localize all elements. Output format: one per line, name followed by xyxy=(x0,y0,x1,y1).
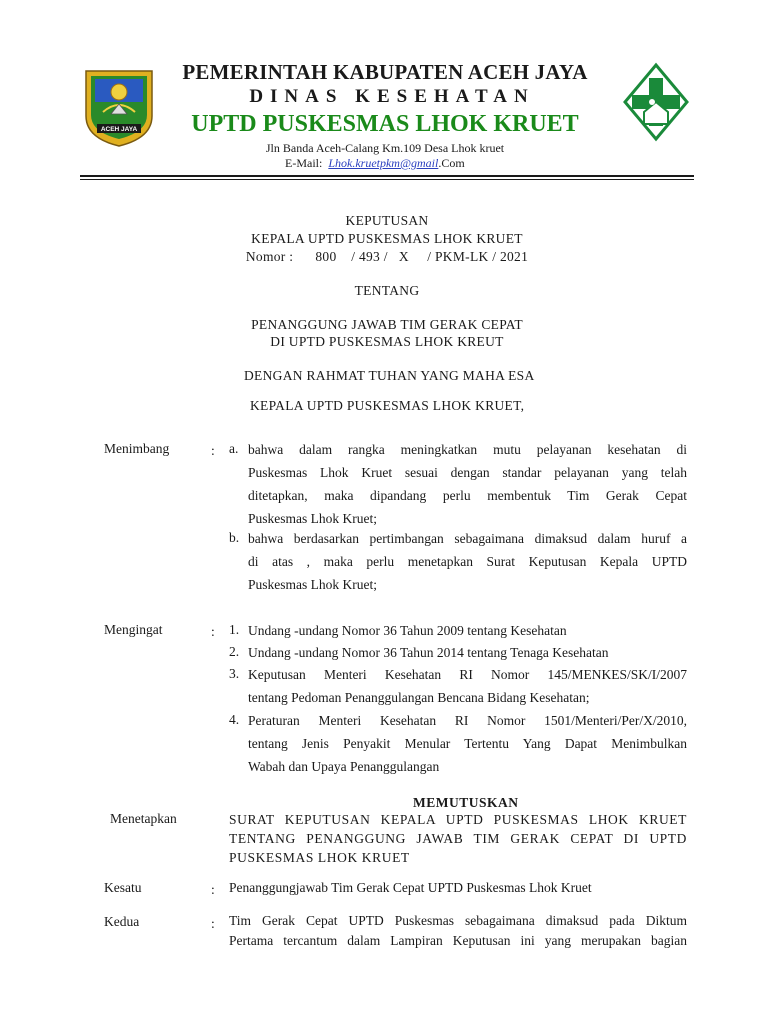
address-line: Jln Banda Aceh-Calang Km.109 Desa Lhok kruet xyxy=(265,141,505,155)
text-line: Pertama tercantum dalam Lampiran Keputusan ini yang merupakan bagian xyxy=(229,933,687,948)
text-line: Tim Gerak Cepat UPTD Puskesmas sebagaimana dimaksud pada Diktum xyxy=(229,913,687,928)
menetapkan-label: Menetapkan xyxy=(110,811,177,826)
mengingat-item-1 xyxy=(248,619,687,642)
mengingat-item-2 xyxy=(248,641,687,664)
mengingat-marker-4: 4. xyxy=(229,712,240,727)
email-line xyxy=(285,156,465,171)
mengingat-marker-2: 2. xyxy=(229,644,240,659)
menetapkan-text xyxy=(229,810,687,867)
department-line: DINAS KESEHATAN xyxy=(249,86,535,107)
text-line: di atas , maka perlu menetapkan Surat Keputusan Kepala UPTD xyxy=(248,554,687,569)
text-line: Undang -undang Nomor 36 Tahun 2009 tentang Kesehatan xyxy=(248,623,567,638)
mengingat-marker-1: 1. xyxy=(229,622,240,637)
unit-line: UPTD PUSKESMAS LHOK KRUET xyxy=(191,111,579,137)
text-line: tentang Jenis Penyakit Menular Tertentu Yang Dapat Menimbulkan xyxy=(248,736,687,751)
email-link[interactable]: Lhok.kruetpkm@gmail xyxy=(328,156,439,170)
text-line: TENTANG PENANGGUNG JAWAB TIM GERAK CEPAT DI UPTD xyxy=(229,831,687,846)
decree-title: KEPUTUSAN xyxy=(345,213,429,228)
mengingat-colon: : xyxy=(211,624,215,639)
email-label: E-Mail: xyxy=(285,156,323,170)
menimbang-label: Menimbang xyxy=(104,441,170,456)
decree-issuer: KEPALA UPTD PUSKESMAS LHOK KRUET xyxy=(251,231,523,246)
puskesmas-logo xyxy=(622,62,690,142)
text-line: ditetapkan, maka dipandang perlu membentuk Tim Gerak Cepat xyxy=(248,488,687,503)
government-line: PEMERINTAH KABUPATEN ACEH JAYA xyxy=(182,60,588,84)
text-line: Undang -undang Nomor 36 Tahun 2014 tentang Tenaga Kesehatan xyxy=(248,645,609,660)
decree-subject-2: DI UPTD PUSKESMAS LHOK KREUT xyxy=(270,334,504,349)
text-line: tentang Pedoman Penanggulangan Bencana Bidang Kesehatan; xyxy=(248,690,590,705)
mengingat-label: Mengingat xyxy=(104,622,163,637)
menimbang-marker-a: a. xyxy=(229,441,239,456)
menimbang-item-a xyxy=(248,438,687,530)
menimbang-item-b xyxy=(248,527,687,596)
kesatu-text: Penanggungjawab Tim Gerak Cepat UPTD Puskesmas Lhok Kruet xyxy=(229,880,592,895)
text-line: Puskesmas Lhok Kruet sesuai dengan standar pelayanan yang telah xyxy=(248,465,687,480)
header-rule-thin xyxy=(80,179,694,180)
mengingat-item-3 xyxy=(248,663,687,709)
text-line: Keputusan Menteri Kesehatan RI Nomor 145/MENKES/SK/I/2007 xyxy=(248,667,687,682)
decree-subject-1: PENANGGUNG JAWAB TIM GERAK CEPAT xyxy=(251,317,523,332)
text-line: SURAT KEPUTUSAN KEPALA UPTD PUSKESMAS LHOK KRUET xyxy=(229,812,687,827)
text-line: Puskesmas Lhok Kruet; xyxy=(248,511,377,526)
kesatu-colon: : xyxy=(211,882,215,897)
kedua-text xyxy=(229,911,687,951)
mengingat-item-4 xyxy=(248,709,687,778)
blessing-line: DENGAN RAHMAT TUHAN YANG MAHA ESA xyxy=(244,368,535,383)
kesatu-label: Kesatu xyxy=(104,880,142,895)
menimbang-marker-b: b. xyxy=(229,530,240,545)
text-line: bahwa dalam rangka meningkatkan mutu pelayanan kesehatan di xyxy=(248,442,687,457)
emblem-caption: ACEH JAYA xyxy=(100,126,138,133)
text-line: Wabah dan Upaya Penanggulangan xyxy=(248,759,440,774)
header-rule-thick xyxy=(80,175,694,177)
menimbang-colon: : xyxy=(211,443,215,458)
aceh-jaya-emblem xyxy=(83,68,155,148)
decree-number: Nomor : 800 / 493 / X / PKM-LK / 2021 xyxy=(245,249,529,264)
mengingat-marker-3: 3. xyxy=(229,666,240,681)
kedua-label: Kedua xyxy=(104,914,140,929)
kedua-colon: : xyxy=(211,916,215,931)
authority-line: KEPALA UPTD PUSKESMAS LHOK KRUET, xyxy=(250,398,525,413)
text-line: Peraturan Menteri Kesehatan RI Nomor 1501/Menteri/Per/X/2010, xyxy=(248,713,687,728)
text-line: Puskesmas Lhok Kruet; xyxy=(248,577,377,592)
email-suffix: .Com xyxy=(438,156,465,170)
tentang-heading: TENTANG xyxy=(354,283,420,298)
text-line: PUSKESMAS LHOK KRUET xyxy=(229,850,410,865)
memutuskan-heading: MEMUTUSKAN xyxy=(413,795,519,810)
text-line: bahwa berdasarkan pertimbangan sebagaimana dimaksud dalam huruf a xyxy=(248,531,687,546)
